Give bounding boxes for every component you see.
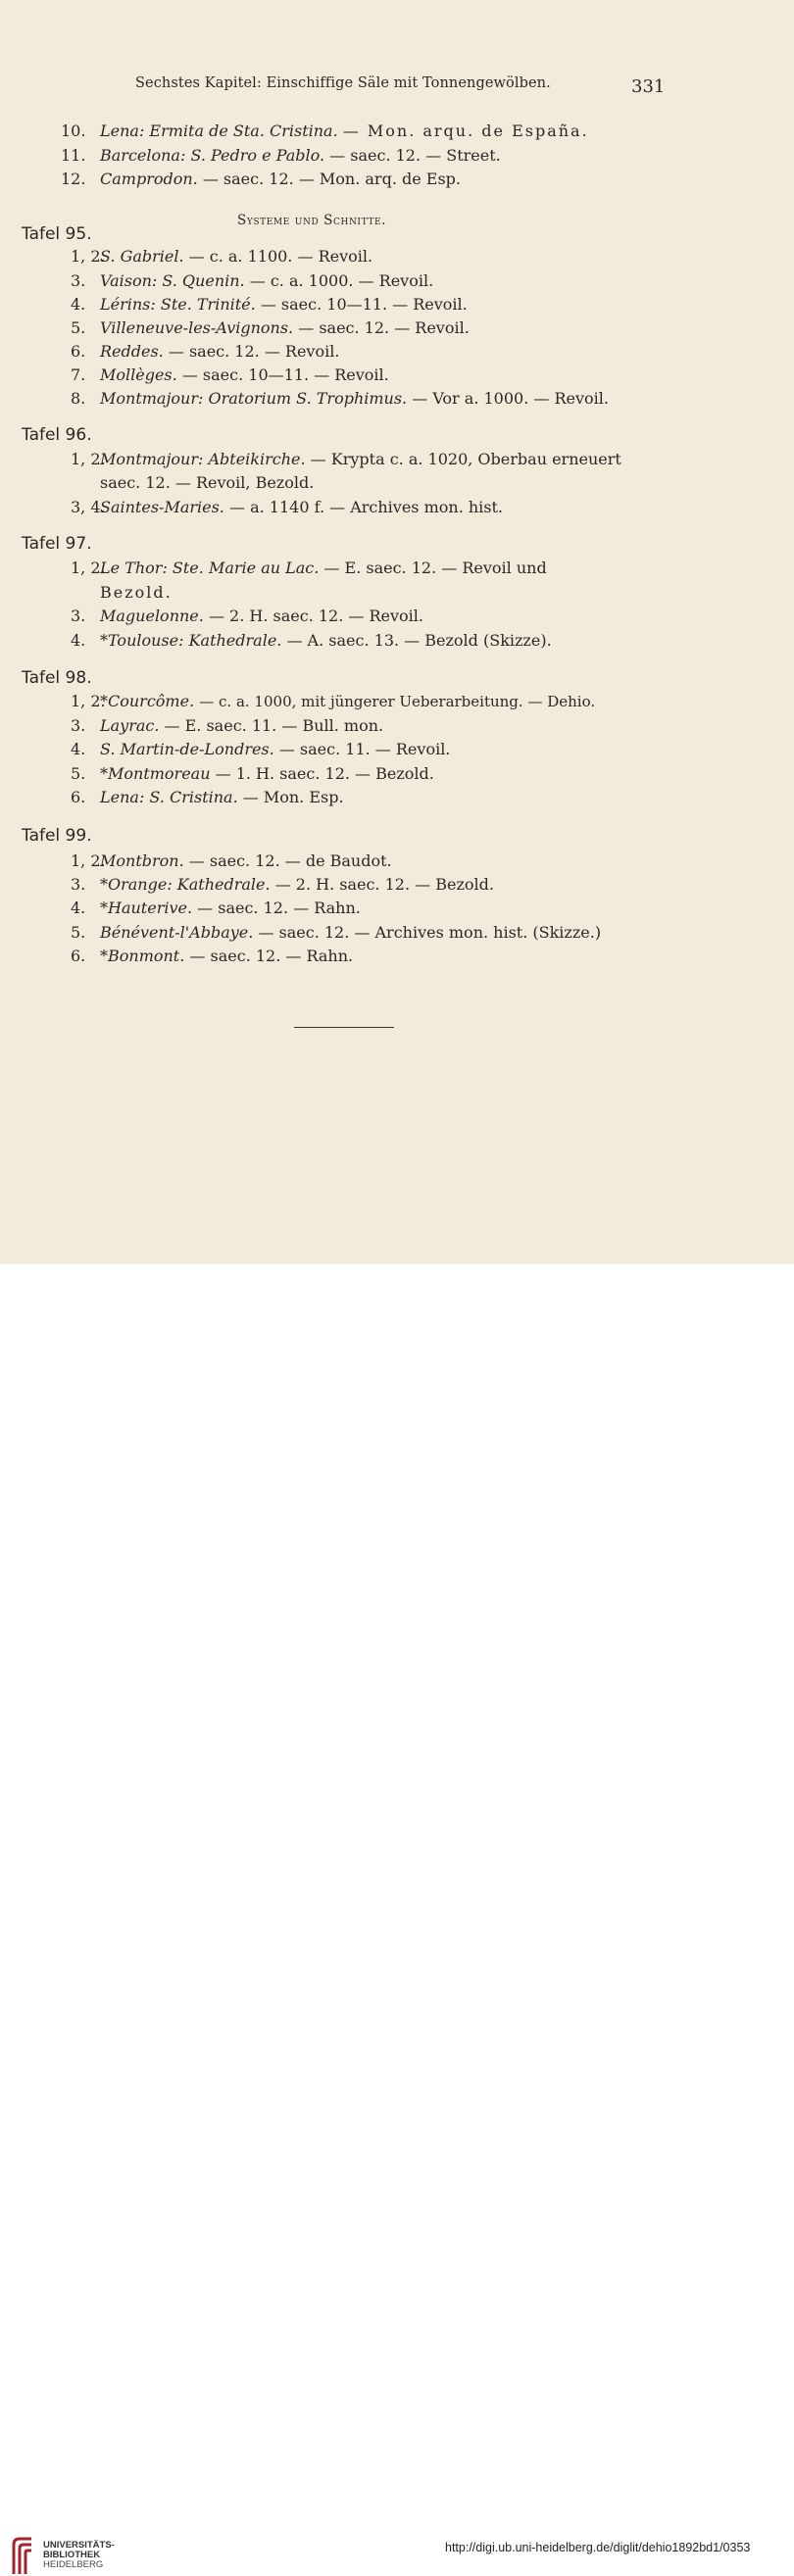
entry-details: — A. saec. 13. — Bezold (Skizze). xyxy=(286,631,552,650)
entry-row xyxy=(71,788,344,807)
entry-number: 6. xyxy=(71,788,86,806)
entry-place: Mollèges. xyxy=(100,365,177,384)
entry-number: 10. xyxy=(61,122,86,140)
plate-heading: Tafel 98. xyxy=(22,668,92,688)
entry-row xyxy=(71,899,361,918)
page-number: 331 xyxy=(631,76,666,97)
entry-number: 3. xyxy=(71,716,86,735)
library-name-line3: HEIDELBERG xyxy=(43,2559,104,2570)
entry-place: Lérins: Ste. Trinité. xyxy=(100,295,256,314)
entry-details: — c. a. 1100. — Revoil. xyxy=(188,247,373,266)
entry-details: Bezold. xyxy=(100,583,173,602)
entry-details: saec. 12. — Revoil, Bezold. xyxy=(100,473,315,492)
entry-row xyxy=(71,247,372,267)
entry-place: Vaison: S. Quenin. xyxy=(100,271,245,290)
entry-details: — a. 1140 f. — Archives mon. hist. xyxy=(228,498,504,516)
entry-row xyxy=(71,559,547,578)
entry-row xyxy=(61,122,589,141)
entry-place: S. Martin-de-Londres. xyxy=(100,740,274,758)
entry-place: *Toulouse: Kathedrale. xyxy=(100,631,282,650)
entry-details: — c. a. 1000, mit jüngerer Ueberarbeitung. — Dehio. xyxy=(199,693,596,710)
entry-row xyxy=(71,342,339,362)
entry-place: Maguelonne. xyxy=(100,607,204,625)
entry-details: — saec. 12. — Rahn. xyxy=(197,899,361,917)
entry-row xyxy=(61,146,501,166)
entry-place: Montmajour: Abteikirche. xyxy=(100,450,306,468)
entry-details: — 2. H. saec. 12. — Bezold. xyxy=(274,875,494,894)
library-logo-icon xyxy=(10,2535,37,2576)
entry-row xyxy=(71,764,434,784)
entry-row xyxy=(71,389,609,409)
entry-row xyxy=(71,947,353,966)
entry-place: Barcelona: S. Pedro e Pablo. xyxy=(100,146,325,165)
entry-number: 5. xyxy=(71,318,86,337)
library-name-line2: BIBLIOTHEK xyxy=(43,2550,101,2560)
entry-place: S. Gabriel. xyxy=(100,247,184,266)
entry-number: 5. xyxy=(71,764,86,783)
entry-continuation xyxy=(100,583,173,603)
entry-row xyxy=(71,318,470,338)
entry-row xyxy=(71,498,503,517)
entry-row xyxy=(71,716,383,736)
entry-details: — saec. 12. — Mon. arq. de Esp. xyxy=(202,170,462,188)
entry-place: *Montmoreau xyxy=(100,764,211,783)
entry-details: — saec. 12. — Revoil. xyxy=(298,318,470,337)
entry-details: — Mon. Esp. xyxy=(242,788,344,806)
entry-row xyxy=(71,271,433,291)
entry-number: 4. xyxy=(71,899,86,917)
entry-number: 1, 2. xyxy=(71,450,106,468)
entry-continuation xyxy=(100,473,314,493)
entry-details: — E. saec. 11. — Bull. mon. xyxy=(164,716,384,735)
scanned-page xyxy=(0,0,794,1264)
entry-place: Villeneuve-les-Avignons. xyxy=(100,318,294,337)
entry-details: — saec. 12. — Rahn. xyxy=(189,947,354,965)
entry-place: Montmajour: Oratorium S. Trophimus. xyxy=(100,389,408,408)
closing-rule xyxy=(294,1027,394,1028)
entry-number: 7. xyxy=(71,365,86,384)
section-title: Systeme und Schnitte. xyxy=(237,213,387,228)
library-name xyxy=(43,2541,115,2570)
entry-details: — saec. 12. — Archives mon. hist. (Skizze.) xyxy=(258,923,602,942)
entry-number: 8. xyxy=(71,389,86,408)
entry-place: Montbron. xyxy=(100,851,184,870)
entry-place: Lena: Ermita de Sta. Cristina. xyxy=(100,122,338,140)
entry-row xyxy=(71,692,595,711)
entry-number: 3. xyxy=(71,875,86,894)
entry-number: 4. xyxy=(71,740,86,758)
entry-row xyxy=(71,851,392,871)
entry-number: 6. xyxy=(71,342,86,361)
entry-place: Le Thor: Ste. Marie au Lac. xyxy=(100,559,320,577)
entry-number: 4. xyxy=(71,631,86,650)
source-url[interactable]: http://digi.ub.uni-heidelberg.de/diglit/dehio1892bd1/0353 xyxy=(445,2541,751,2554)
entry-row xyxy=(71,923,601,943)
entry-place: Reddes. xyxy=(100,342,164,361)
entry-details: — saec. 12. — Street. xyxy=(329,146,501,165)
entry-number: 1, 2. xyxy=(71,559,106,577)
entry-number: 3, 4. xyxy=(71,498,106,516)
entry-details: — saec. 10—11. — Revoil. xyxy=(181,365,389,384)
entry-details: — c. a. 1000. — Revoil. xyxy=(249,271,434,290)
library-footer xyxy=(0,1264,794,2570)
entry-place: Lena: S. Cristina. xyxy=(100,788,238,806)
running-title: Sechstes Kapitel: Einschiffige Säle mit Tonnengewölben. xyxy=(135,75,551,91)
entry-row xyxy=(71,607,423,626)
entry-number: 3. xyxy=(71,271,86,290)
entry-details: — Krypta c. a. 1020, Oberbau erneuert xyxy=(310,450,621,468)
entry-number: 1, 2. xyxy=(71,851,106,870)
entry-row xyxy=(71,875,494,895)
entry-place: Saintes-Maries. xyxy=(100,498,224,516)
entry-place: *Hauterive. xyxy=(100,899,193,917)
entry-details: — Vor a. 1000. — Revoil. xyxy=(412,389,609,408)
entry-details: — saec. 11. — Revoil. xyxy=(278,740,451,758)
entry-details: — 2. H. saec. 12. — Revoil. xyxy=(208,607,423,625)
entry-details: — 1. H. saec. 12. — Bezold. xyxy=(215,764,434,783)
plate-heading: Tafel 99. xyxy=(22,826,92,846)
entry-number: 4. xyxy=(71,295,86,314)
entry-place: Camprodon. xyxy=(100,170,198,188)
entry-place: Layrac. xyxy=(100,716,160,735)
entry-number: 3. xyxy=(71,607,86,625)
entry-details: — saec. 12. — Revoil. xyxy=(168,342,340,361)
library-name-line1: UNIVERSITÄTS- xyxy=(43,2540,115,2551)
entry-row xyxy=(71,295,468,315)
entry-number: 11. xyxy=(61,146,86,165)
entry-number: 5. xyxy=(71,923,86,942)
entry-number: 6. xyxy=(71,947,86,965)
entry-row xyxy=(71,450,621,469)
plate-heading: Tafel 95. xyxy=(22,224,92,244)
entry-number: 1, 2. xyxy=(71,692,106,710)
plate-heading: Tafel 96. xyxy=(22,425,92,445)
entry-row xyxy=(71,631,552,651)
entry-row xyxy=(71,740,450,759)
entry-number: 1, 2. xyxy=(71,247,106,266)
entry-place: Bénévent-l'Abbaye. xyxy=(100,923,254,942)
entry-row xyxy=(61,170,461,189)
entry-details: — E. saec. 12. — Revoil und xyxy=(323,559,547,577)
entry-place: *Orange: Kathedrale. xyxy=(100,875,271,894)
entry-place: *Bonmont. xyxy=(100,947,185,965)
entry-details: — Mon. arqu. de España. xyxy=(342,122,589,140)
entry-details: — saec. 12. — de Baudot. xyxy=(188,851,392,870)
entry-details: — saec. 10—11. — Revoil. xyxy=(260,295,468,314)
entry-place: *Courcôme. xyxy=(100,692,195,710)
entry-number: 12. xyxy=(61,170,86,188)
plate-heading: Tafel 97. xyxy=(22,534,92,554)
entry-row xyxy=(71,365,389,385)
